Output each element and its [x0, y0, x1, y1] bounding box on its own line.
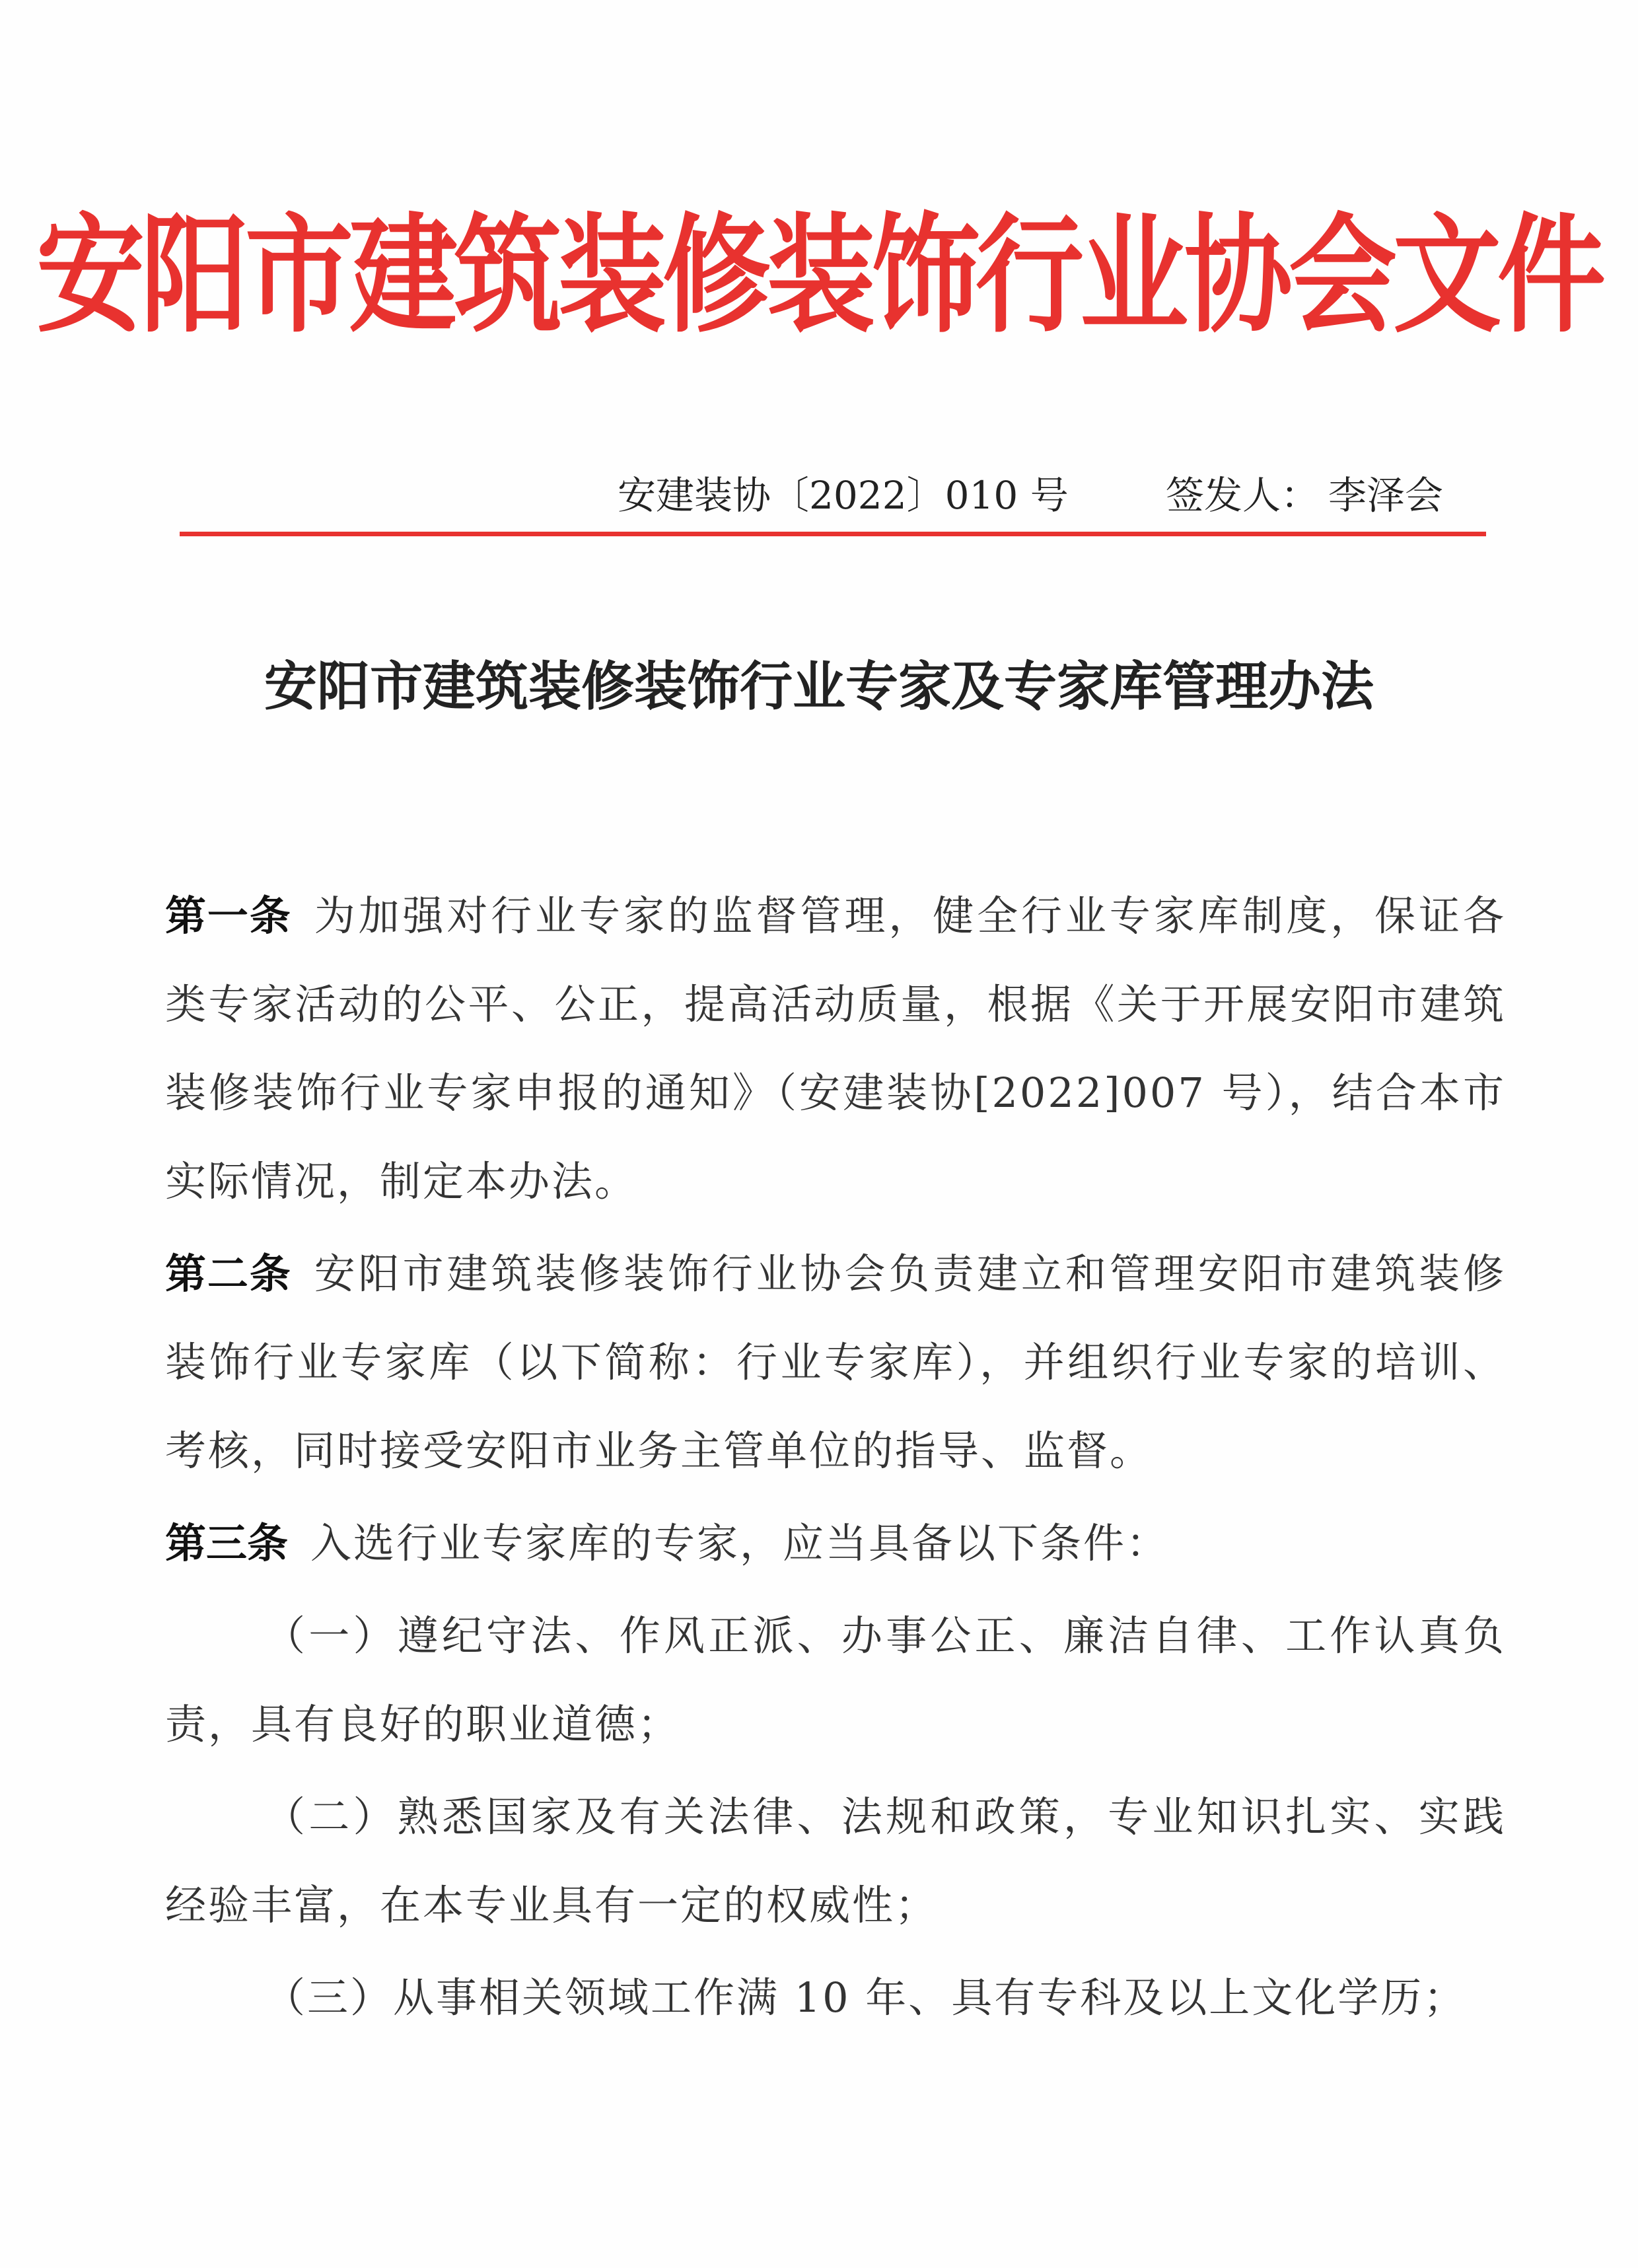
- article-heading: 第三条: [165, 1519, 289, 1567]
- article-2: [165, 1230, 1506, 1495]
- article-text: 为加强对行业专家的监督管理，健全行业专家库制度，保证各类专家活动的公平、公正，提高活动质量，根据《关于开展安阳市建筑装修装饰行业专家申报的通知》（安建装协[2022]007 号），结合本市实际情况，制定本办法。: [165, 892, 1506, 1205]
- article-text: 安阳市建筑装修装饰行业协会负责建立和管理安阳市建筑装修装饰行业专家库（以下简称：行业专家库），并组织行业专家的培训、考核，同时接受安阳市业务主管单位的指导、监督。: [165, 1250, 1506, 1475]
- article-text: 入选行业专家库的专家，应当具备以下条件：: [310, 1519, 1170, 1567]
- article-1: [165, 872, 1506, 1226]
- red-divider-line: [180, 532, 1486, 536]
- issuer-banner: 安阳市建筑装修装饰行业协会文件: [36, 201, 1602, 351]
- issuer-name: 李泽会: [1328, 473, 1444, 518]
- issuer-line: [1166, 472, 1443, 518]
- issuer-label: 签发人：: [1166, 473, 1320, 518]
- document-number: 安建装协〔2022〕010 号: [618, 473, 1069, 518]
- article-3: [165, 1499, 1506, 1588]
- document-title: 安阳市建筑装修装饰行业专家及专家库管理办法: [264, 656, 1374, 717]
- condition-item-2: （二）熟悉国家及有关法律、法规和政策，专业知识扎实、实践经验丰富，在本专业具有一定的权威性；: [165, 1792, 1506, 1929]
- condition-item-1: （一）遵纪守法、作风正派、办事公正、廉洁自律、工作认真负责，具有良好的职业道德；: [165, 1612, 1506, 1748]
- article-heading: 第一条: [165, 892, 292, 940]
- article-heading: 第二条: [165, 1250, 292, 1298]
- condition-item-3: （三）从事相关领域工作满 10 年、具有专科及以上文化学历；: [264, 1973, 1467, 2022]
- document-body: [165, 872, 1506, 2046]
